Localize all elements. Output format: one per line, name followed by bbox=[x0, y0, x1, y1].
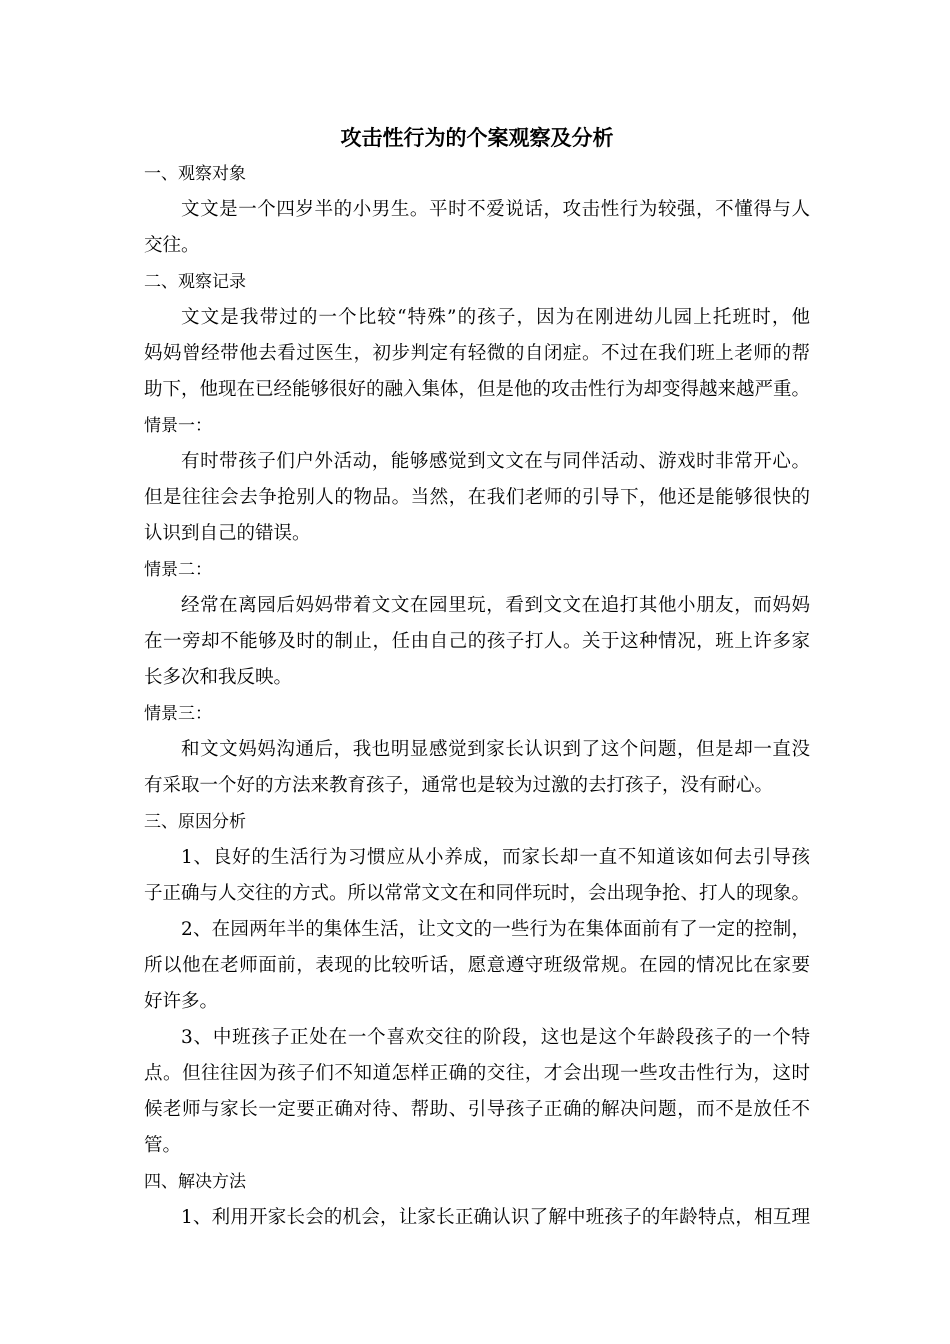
section-heading: 二、观察记录 bbox=[144, 272, 246, 292]
paragraph-line: 1、良好的生活行为习惯应从小养成，而家长却一直不知道该如何去引导孩 bbox=[181, 847, 810, 868]
paragraph-line: 2、在园两年半的集体生活，让文文的一些行为在集体面前有了一定的控制， bbox=[181, 919, 810, 940]
paragraph-line: 子正确与人交往的方式。所以常常文文在和同伴玩时，会出现争抢、打人的现象。 bbox=[144, 883, 811, 904]
paragraph-line: 3、中班孩子正处在一个喜欢交往的阶段，这也是这个年龄段孩子的一个特 bbox=[181, 1027, 810, 1048]
paragraph-line: 和文文妈妈沟通后，我也明显感觉到家长认识到了这个问题，但是却一直没 bbox=[181, 739, 810, 760]
paragraph-line: 助下，他现在已经能够很好的融入集体，但是他的攻击性行为却变得越来越严重。 bbox=[144, 379, 811, 400]
document-title: 攻击性行为的个案观察及分析 bbox=[340, 125, 614, 150]
section-heading: 情景三： bbox=[144, 704, 212, 724]
paragraph-line: 长多次和我反映。 bbox=[144, 667, 293, 688]
paragraph-line: 候老师与家长一定要正确对待、帮助、引导孩子正确的解决问题，而不是放任不 bbox=[144, 1099, 810, 1120]
paragraph-line: 认识到自己的错误。 bbox=[144, 523, 311, 544]
document-body bbox=[144, 156, 810, 1236]
paragraph-line: 经常在离园后妈妈带着文文在园里玩，看到文文在追打其他小朋友，而妈妈 bbox=[181, 595, 810, 616]
section-heading: 情景一： bbox=[144, 416, 212, 436]
paragraph-line: 有时带孩子们户外活动，能够感觉到文文在与同伴活动、游戏时非常开心。 bbox=[181, 451, 810, 472]
paragraph-line: 妈妈曾经带他去看过医生，初步判定有轻微的自闭症。不过在我们班上老师的帮 bbox=[144, 343, 810, 364]
document-page bbox=[144, 120, 810, 1236]
paragraph-line: 好许多。 bbox=[144, 991, 219, 1012]
section-heading: 三、原因分析 bbox=[144, 812, 246, 832]
section-heading: 一、观察对象 bbox=[144, 164, 246, 184]
section-heading: 情景二： bbox=[144, 560, 212, 580]
paragraph-line: 1、利用开家长会的机会，让家长正确认识了解中班孩子的年龄特点，相互理 bbox=[181, 1207, 810, 1228]
paragraph-line: 有采取一个好的方法来教育孩子，通常也是较为过激的去打孩子，没有耐心。 bbox=[144, 775, 774, 796]
paragraph-line: 交往。 bbox=[144, 235, 200, 256]
section-heading: 四、解决方法 bbox=[144, 1172, 246, 1192]
paragraph-line: 点。但往往因为孩子们不知道怎样正确的交往，才会出现一些攻击性行为，这时 bbox=[144, 1063, 810, 1084]
paragraph-line: 在一旁却不能够及时的制止，任由自己的孩子打人。关于这种情况，班上许多家 bbox=[144, 631, 810, 652]
paragraph-line: 管。 bbox=[144, 1135, 182, 1156]
paragraph-line: 文文是一个四岁半的小男生。平时不爱说话，攻击性行为较强，不懂得与人 bbox=[181, 199, 810, 220]
paragraph-line: 但是往往会去争抢别人的物品。当然，在我们老师的引导下，他还是能够很快的 bbox=[144, 487, 810, 508]
paragraph-line: 所以他在老师面前，表现的比较听话，愿意遵守班级常规。在园的情况比在家要 bbox=[144, 955, 810, 976]
paragraph-line: 文文是我带过的一个比较“特殊”的孩子，因为在刚进幼儿园上托班时，他 bbox=[181, 307, 810, 328]
